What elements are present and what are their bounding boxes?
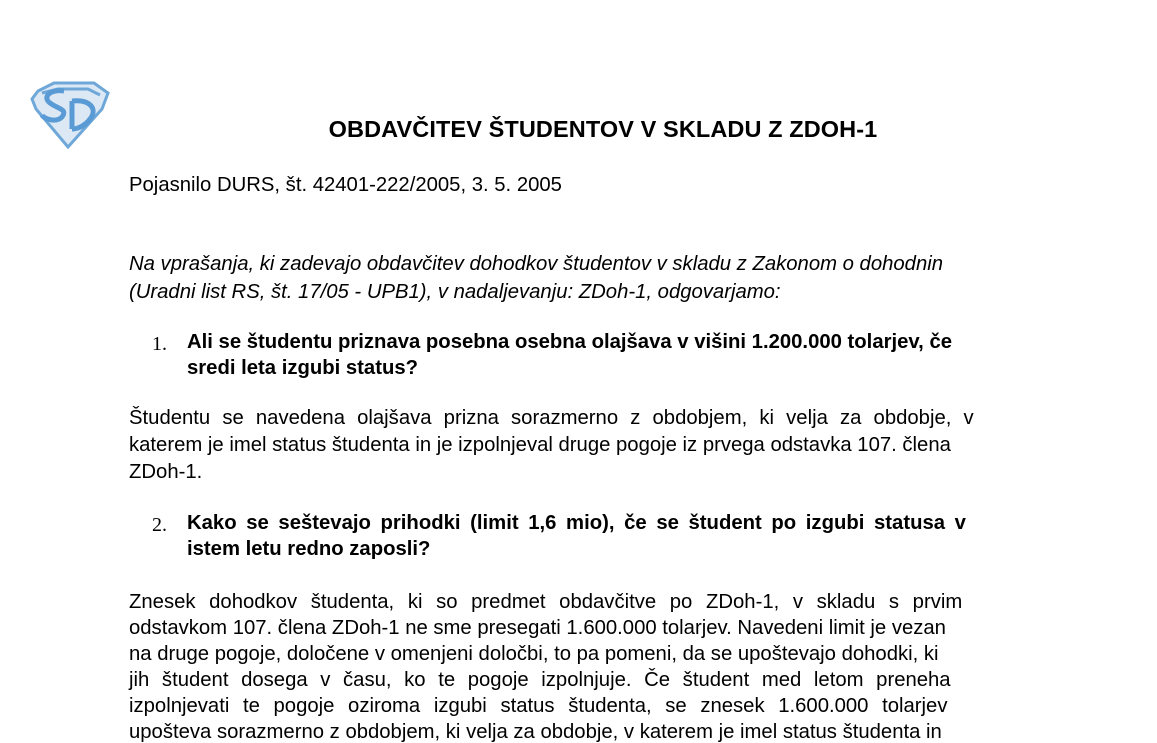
document-title: OBDAVČITEV ŠTUDENTOV V SKLADU Z ZDOH-1 [328, 116, 878, 142]
answer-2-line-6: upošteva sorazmerno z obdobjem, ki velja za obdobje, v katerem je imel status študenta in [129, 721, 942, 743]
question-number: 1. [152, 333, 167, 355]
answer-2-line-1: Znesek dohodkov študenta, ki so predmet obdavčitve po ZDoh-1, v skladu s prvim [129, 591, 963, 613]
question-2-line-2: istem letu redno zaposli? [187, 538, 431, 560]
answer-2-line-4: jih študent dosega v času, ko te pogoje izpolnjuje. Če študent med letom preneha [129, 669, 951, 691]
answer-2-line-2: odstavkom 107. člena ZDoh-1 ne sme presegati 1.600.000 tolarjev. Navedeni limit je vezan [129, 617, 946, 639]
question-1-line-2: sredi leta izgubi status? [187, 357, 419, 379]
answer-2-line-5: izpolnjevati te pogoje oziroma izgubi status študenta, se znesek 1.600.000 tolarjev [129, 695, 948, 717]
question-1-line-1: Ali se študentu priznava posebna osebna olajšava v višini 1.200.000 tolarjev, če [187, 331, 953, 353]
question-2-line-1: Kako se seštevajo prihodki (limit 1,6 mio), če se študent po izgubi statusa v [187, 512, 966, 534]
intro-line-1: Na vprašanja, ki zadevajo obdavčitev dohodkov študentov v skladu z Zakonom o dohodnin [129, 253, 944, 275]
answer-2-line-3: na druge pogoje, določene v omenjeni določbi, to pa pomeni, da se upoštevajo dohodki, ki [129, 643, 939, 665]
answer-1-line-3: ZDoh-1. [129, 461, 203, 483]
intro-line-2: (Uradni list RS, št. 17/05 - UPB1), v nadaljevanju: ZDoh-1, odgovarjamo: [129, 281, 781, 303]
answer-1-line-2: katerem je imel status študenta in je izpolnjeval druge pogoje iz prvega odstavka 107. člena [129, 434, 951, 456]
answer-1-line-1: Študentu se navedena olajšava prizna sorazmerno z obdobjem, ki velja za obdobje, v [129, 407, 974, 429]
document-subtitle: Pojasnilo DURS, št. 42401-222/2005, 3. 5. 2005 [129, 174, 562, 196]
question-number: 2. [152, 514, 167, 536]
